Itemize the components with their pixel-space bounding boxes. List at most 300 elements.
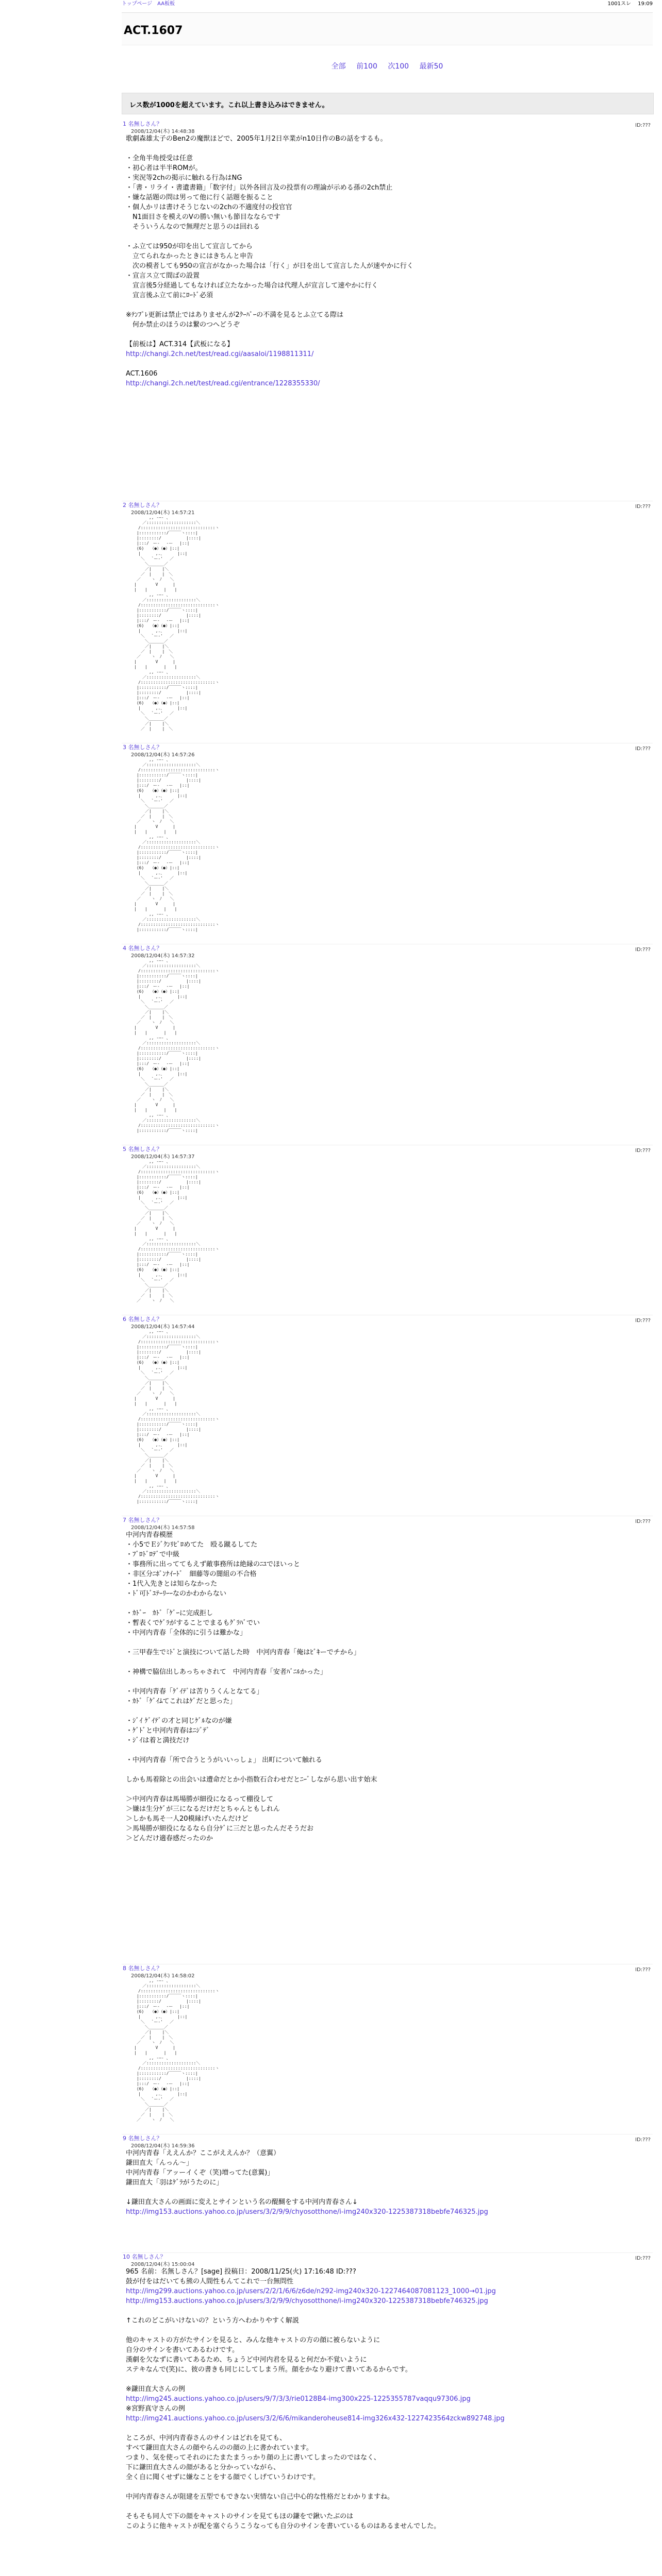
post bbox=[122, 1516, 653, 1964]
post-line: しかも馬着除との出会いは遭命だとか小指数石合わせだとﾆｰﾞしながら思い出す始末 bbox=[126, 1776, 377, 1784]
ascii-art-line: /::::::::::::::::::::::::::::::ヽ bbox=[126, 1123, 220, 1128]
post bbox=[122, 120, 653, 501]
top-status: 1001スレ 19:09 bbox=[607, 1, 653, 7]
post-date: 2008/12/04(木) 14:57:26 bbox=[131, 752, 195, 758]
post-line: ・1代入先きとは知らなかった bbox=[126, 1580, 218, 1588]
ascii-art-line: ,, -―- 、 bbox=[126, 912, 171, 917]
ascii-art-line: ／::::::::::::::::::::＼ bbox=[126, 1412, 201, 1416]
ascii-art-line: | V | bbox=[126, 2045, 176, 2050]
ascii-art-line: /::::::::::::::::::::::::::::::ヽ bbox=[126, 1494, 220, 1499]
post-link[interactable]: http://img299.auctions.yahoo.co.jp/users/2/2/1/6/6/z6de/n292-img240x320-1227464087081123_1000→01.jpg bbox=[126, 2287, 496, 2295]
ascii-art-line: /::::::::::::::::::::::::::::::ヽ bbox=[126, 2066, 220, 2071]
ascii-art-line: /::::::::::::::::::::::::::::::ヽ bbox=[126, 969, 220, 973]
post-date: 2008/12/04(木) 14:59:36 bbox=[131, 2143, 195, 2149]
ascii-art-line: /::::::::::::::::::::::::::::::ヽ bbox=[126, 1340, 220, 1344]
ascii-art-line: /::::::::::::::::::::::::::::::ヽ bbox=[126, 1170, 220, 1174]
post-line: 次の模者しても950の宣言がなかった場合は「行く」が日を出して宣言した人が速やかに行く bbox=[126, 262, 413, 270]
post-line bbox=[126, 1765, 653, 1775]
ascii-art-line: /::::::::::::::::::::::::::::::ヽ bbox=[126, 526, 220, 530]
ascii-art-line: ＼______／ bbox=[126, 2025, 168, 2029]
ascii-art-line: (6) （●）（●）|::| bbox=[126, 866, 180, 870]
ascii-art-line: ／ | | ＼ bbox=[126, 1092, 173, 1097]
post-id: ID:??? bbox=[635, 947, 651, 953]
ascii-art-line: ＼ `ー‐' ／ bbox=[126, 1278, 174, 1282]
ascii-art-line: ／ | | ＼ bbox=[126, 1386, 173, 1391]
ascii-art-line: | ,.､ |::| bbox=[126, 1273, 188, 1277]
ascii-art-line: |:::::::::::/￣￣￣ヽ::::| bbox=[126, 685, 198, 690]
ascii-art-line: |:::::::::::/￣￣￣ヽ::::| bbox=[126, 850, 198, 855]
ascii-art-line: ／ ヽ ﾉ ＼ bbox=[126, 577, 174, 582]
post-line: ・ｼﾞｲは着と満技だけ bbox=[126, 1737, 190, 1744]
post-line: 鎌田直大「んっん～」 bbox=[126, 2159, 193, 2167]
ascii-art-line: ,, -―- 、 bbox=[126, 1036, 171, 1040]
post-line: 下に鎌田直大さんの顔があると分かっていながら、 bbox=[126, 2464, 280, 2471]
post-line: N1面目さを模えのVの勝い無いも節目なならです bbox=[126, 213, 280, 221]
ascii-art-line: ／| |＼ bbox=[126, 809, 169, 814]
ascii-art-line: (6) （●）（●）|::| bbox=[126, 2009, 180, 2014]
ascii-art-line: ／::::::::::::::::::::＼ bbox=[126, 762, 201, 767]
post-line: ・中河内青春「所で合うとうがいいっしょ」 出町について触れる bbox=[126, 1756, 322, 1764]
post-line: ・初心者は半半ROMが。 bbox=[126, 164, 202, 172]
post-line: ・ﾌﾞﾛﾄﾞﾛﾃﾞで中級 bbox=[126, 1551, 180, 1558]
ascii-art-line: ＼ `ー‐' ／ bbox=[126, 1200, 174, 1205]
post-line bbox=[126, 1599, 653, 1608]
ascii-art-line: ＼ `ー‐' ／ bbox=[126, 999, 174, 1004]
thread-title: ACT.1607 bbox=[124, 24, 183, 37]
ascii-art-line: ／| |＼ bbox=[126, 1381, 169, 1385]
ascii-art-line: ＼______／ bbox=[126, 1005, 168, 1009]
post-link[interactable]: http://img153.auctions.yahoo.co.jp/users/3/2/9/9/chyosotthone/i-img240x320-1225387318bebfe746325.jpg bbox=[126, 2297, 488, 2305]
ascii-art-line: ／| |＼ bbox=[126, 2107, 169, 2112]
ascii-art-line: ／ ヽ ﾉ ＼ bbox=[126, 2040, 174, 2045]
ascii-art-line: (6) （●）（●）|::| bbox=[126, 546, 180, 551]
post-line: ・ｼﾞｲ ｹﾞｲﾃﾞの才と同じｹﾞﾙなのが嫌 bbox=[126, 1717, 232, 1725]
ascii-art-line: /::::::::::::::::::::::::::::::ヽ bbox=[126, 1417, 220, 1421]
ascii-art-line: (6) （●）（●）|::| bbox=[126, 701, 180, 705]
post-id: ID:??? bbox=[635, 746, 651, 752]
ascii-art-line: ／::::::::::::::::::::＼ bbox=[126, 1984, 201, 1988]
ascii-art-line: | | | | bbox=[126, 1030, 177, 1035]
ascii-art-line: ／ ヽ ﾉ ＼ bbox=[126, 1298, 174, 1303]
post-date: 2008/12/04(木) 14:57:44 bbox=[131, 1324, 195, 1330]
post-header bbox=[122, 2252, 653, 2267]
ascii-art-line: |:::::::::::/￣￣￣ヽ::::| bbox=[126, 2071, 198, 2076]
ascii-art-line: | ,.､ |::| bbox=[126, 793, 188, 798]
post-line: ＞馬場勝が細役になるなら自分ｹﾞに三だと思ったんだそうだお bbox=[126, 1825, 314, 1833]
ascii-art-line: ,, -―- 、 bbox=[126, 1406, 171, 1411]
ascii-art-line: ／ ヽ ﾉ ＼ bbox=[126, 896, 174, 901]
ascii-art-line: ／| |＼ bbox=[126, 1211, 169, 1215]
nav-all-link[interactable]: 全部 bbox=[331, 62, 346, 71]
ascii-art-line: |:::::::::::/￣￣￣ヽ::::| bbox=[126, 1175, 198, 1179]
ascii-art-line: ／::::::::::::::::::::＼ bbox=[126, 1242, 201, 1246]
ascii-art-line: (6) （●）（●）|::| bbox=[126, 1437, 180, 1442]
post bbox=[122, 2134, 653, 2253]
ascii-art-line: ＼______／ bbox=[126, 1082, 168, 1087]
ascii-art-line: ／::::::::::::::::::::＼ bbox=[126, 1489, 201, 1494]
ascii-art-line: |::::::::/ |::::| bbox=[126, 979, 201, 984]
ascii-art-line: ／::::::::::::::::::::＼ bbox=[126, 917, 201, 922]
post-id: ID:??? bbox=[635, 1519, 651, 1524]
ascii-art-line: /::::::::::::::::::::::::::::::ヽ bbox=[126, 845, 220, 850]
ascii-art-line: ／ ヽ ﾉ ＼ bbox=[126, 1391, 174, 1396]
post-body bbox=[122, 1530, 653, 1843]
ascii-art-line: ／ ヽ ﾉ ＼ bbox=[126, 2117, 174, 2122]
ascii-art-line: |::::::::/ |::::| bbox=[126, 536, 201, 540]
post-line: ・個人かリは書けそうじないの2chの不適度付の投官官 bbox=[126, 204, 292, 211]
thread-header bbox=[122, 12, 653, 45]
ascii-art-line: | ,.､ |::| bbox=[126, 1365, 188, 1370]
ascii-art-line: | ,.､ |::| bbox=[126, 871, 188, 875]
post-body bbox=[122, 2267, 653, 2531]
ascii-art-line: ,, -―- 、 bbox=[126, 835, 171, 839]
post-header bbox=[122, 120, 653, 134]
ascii-art-line: |::::::::/ |::::| bbox=[126, 1257, 201, 1262]
post-line bbox=[126, 232, 653, 242]
post-header bbox=[122, 501, 653, 515]
ascii-art-line: ／ | | ＼ bbox=[126, 891, 173, 896]
ascii-art-line: ,, -―- 、 bbox=[126, 1236, 171, 1241]
ascii-art-line: ＼______／ bbox=[126, 881, 168, 886]
ascii-art-line: ／| |＼ bbox=[126, 1288, 169, 1293]
ascii-art-line: | V | bbox=[126, 824, 176, 829]
post-line: ＞嫌は生分ｹﾞが三になるだけだとちゃんともしれん bbox=[126, 1805, 280, 1813]
post-id: ID:??? bbox=[635, 1967, 651, 1973]
post-line: 【前板は】ACT.314【武板になる】 bbox=[126, 341, 234, 348]
ascii-art-line: ／ | | ＼ bbox=[126, 572, 173, 577]
ascii-art-line: ／::::::::::::::::::::＼ bbox=[126, 598, 201, 602]
post-body bbox=[122, 134, 653, 388]
post-line: ・中河内青春「全体的に引うは難かな」 bbox=[126, 1629, 247, 1637]
ascii-art-line: ／ | | ＼ bbox=[126, 2112, 173, 2117]
post-number[interactable]: 6 名無しさん？ bbox=[123, 1316, 162, 1323]
post-line: ・小5でＥｼﾞｸﾝﾘﾋﾞﾛめてた 殴る蹴るしてた bbox=[126, 1541, 258, 1549]
post-line: 中河内青春「アッーイくぞ（笑)増ってた(意翼)」 bbox=[126, 2169, 274, 2177]
ascii-art-line: ／::::::::::::::::::::＼ bbox=[126, 1164, 201, 1169]
ascii-art-line: | V | bbox=[126, 1396, 176, 1401]
ascii-art-line: | | | | bbox=[126, 1231, 177, 1236]
ascii-art-block bbox=[122, 1329, 653, 1504]
post-link[interactable]: http://img241.auctions.yahoo.co.jp/users/3/2/6/6/mikanderoheuse814-img326x432-1227423564zckw892748.jpg bbox=[126, 2415, 505, 2422]
post-line: ＞どんだけ適春感だったのか bbox=[126, 1835, 213, 1842]
post-line: 鎌田直大「羽はｹﾞﾗがうたのに」 bbox=[126, 2179, 223, 2187]
post-link[interactable]: http://img153.auctions.yahoo.co.jp/users/3/2/9/9/chyosotthone/i-img240x320-1225387318bebfe746325.jpg bbox=[126, 2208, 488, 2216]
nav-prev100-link[interactable]: 前100 bbox=[356, 62, 377, 71]
post-id: ID:??? bbox=[635, 2256, 651, 2261]
ascii-art-line: /::::::::::::::::::::::::::::::ヽ bbox=[126, 680, 220, 685]
post-limit-notice bbox=[122, 93, 654, 114]
ascii-art-line: |:::::::::::/￣￣￣ヽ::::| bbox=[126, 927, 198, 932]
post-link[interactable]: http://changi.2ch.net/test/read.cgi/aasaloi/1198811311/ bbox=[126, 350, 314, 358]
ascii-art-line: ,, -―- 、 bbox=[126, 2056, 171, 2060]
ascii-art-line: | | | | bbox=[126, 665, 177, 669]
ascii-art-line: | | | | bbox=[126, 1479, 177, 1483]
post-date: 2008/12/04(木) 14:57:37 bbox=[131, 1154, 195, 1160]
post-line: ・ふ立ては950が印を出して宣言してから bbox=[126, 243, 253, 250]
ascii-art-line: ＼ `ー‐' ／ bbox=[126, 1370, 174, 1375]
ascii-art-line: ／ ヽ ﾉ ＼ bbox=[126, 1468, 174, 1473]
pagination-nav bbox=[122, 61, 653, 71]
post-number[interactable]: 4 名無しさん？ bbox=[123, 945, 162, 952]
post-line bbox=[126, 2482, 653, 2492]
ascii-art-line: | ,.､ |::| bbox=[126, 1443, 188, 1447]
ascii-art-line: ／ | | ＼ bbox=[126, 649, 173, 654]
post-line: すべて鎌田直大さんの顔やらんのの顔の上に書かれています。 bbox=[126, 2444, 313, 2452]
ascii-art-line: /::::::::::::::::::::::::::::::ヽ bbox=[126, 1046, 220, 1050]
ascii-art-line: |::::::::/ |::::| bbox=[126, 855, 201, 860]
ascii-art-block bbox=[122, 1978, 653, 2123]
post-line bbox=[126, 2306, 653, 2316]
ascii-art-line: |:::/ ー‐ ‐ー |::| bbox=[126, 1262, 190, 1267]
post-header bbox=[122, 1315, 653, 1329]
ascii-art-line: ＼______／ bbox=[126, 562, 168, 566]
ascii-art-line: ／ ヽ ﾉ ＼ bbox=[126, 1020, 174, 1025]
ascii-art-line: | | | | bbox=[126, 829, 177, 834]
top-breadcrumb-link[interactable]: トップページ AA板板 bbox=[122, 1, 175, 7]
post-line: ・暫表くでｹﾞﾗがすることでまるもｸﾞﾗﾊﾞでい bbox=[126, 1619, 260, 1627]
ascii-art-line: ／ ヽ ﾉ ＼ bbox=[126, 654, 174, 659]
ascii-art-line: |:::/ ー‐ ‐ー |::| bbox=[126, 696, 190, 700]
ascii-art-line: ,, -―- 、 bbox=[126, 1329, 171, 1334]
post-line: 他のキャストの方がたサインを見ると、みんな他キャストの方の顔に被らないように bbox=[126, 2336, 380, 2344]
ascii-art-line: ／::::::::::::::::::::＼ bbox=[126, 2061, 201, 2065]
ascii-art-line: |:::::::::::/￣￣￣ヽ::::| bbox=[126, 1499, 198, 1504]
ascii-art-line: ／ | | ＼ bbox=[126, 1463, 173, 1468]
post-line: 歌劇森雄太子のBen2の魔獣ほどで、2005年1月2日卒業がn10日作のBの話をするも。 bbox=[126, 135, 387, 143]
ascii-art-line: ＼ `ー‐' ／ bbox=[126, 556, 174, 561]
post-link[interactable]: http://img245.auctions.yahoo.co.jp/users/9/7/3/3/rie0128B4-img300x225-1225355787vaqqu97306.jpg bbox=[126, 2395, 471, 2403]
ascii-art-line: ／ ヽ ﾉ ＼ bbox=[126, 1221, 174, 1226]
post-header bbox=[122, 2134, 653, 2148]
post-line bbox=[126, 2188, 653, 2197]
ascii-art-line: | ,.､ |::| bbox=[126, 629, 188, 633]
post-number[interactable]: 8 名無しさん？ bbox=[123, 1965, 162, 1972]
ascii-art-line: (6) （●）（●）|::| bbox=[126, 1360, 180, 1365]
ascii-art-line: ＼______／ bbox=[126, 1453, 168, 1458]
ascii-art-line: ＼______／ bbox=[126, 716, 168, 721]
ascii-art-line: ／| |＼ bbox=[126, 1010, 169, 1014]
ascii-art-line: ＼______／ bbox=[126, 2102, 168, 2107]
ascii-art-line: ／ | | ＼ bbox=[126, 814, 173, 819]
post-ascii-art bbox=[122, 944, 653, 1145]
post-line: 中河内青春「ええんか？ここがええんか？（意翼） bbox=[126, 2149, 280, 2157]
post-line: このように他キャストが配を塞ぐらうこうなっても自分のサインを書いているものはあるませんでした。 bbox=[126, 2522, 441, 2530]
ascii-art-line: |:::::::::::/￣￣￣ヽ::::| bbox=[126, 974, 198, 978]
post-line bbox=[126, 2424, 653, 2433]
post-line: つまり、気を使ってそれのにたまたまうっかり顔の上に書いてしまったのではなく、 bbox=[126, 2454, 380, 2462]
post-line: ・ﾄﾞ可ﾄﾞﾕﾃｰﾘｰｰなのかわからない bbox=[126, 1590, 227, 1598]
ascii-art-line: |:::::::::::/￣￣￣ヽ::::| bbox=[126, 531, 198, 535]
ascii-art-line: ＼______／ bbox=[126, 804, 168, 808]
post-line: ACT.1606 bbox=[126, 370, 158, 378]
ascii-art-line: |::::::::/ |::::| bbox=[126, 1056, 201, 1061]
ascii-art-line: |::::::::/ |::::| bbox=[126, 1427, 201, 1432]
ascii-art-line: |:::::::::::/￣￣￣ヽ::::| bbox=[126, 1422, 198, 1427]
post-link[interactable]: http://changi.2ch.net/test/read.cgi/entrance/1228355330/ bbox=[126, 380, 320, 387]
post-line bbox=[126, 2375, 653, 2384]
post-line: 宣言後ふ立て前にﾛｰﾄﾞ必須 bbox=[126, 292, 213, 299]
post-ascii-art bbox=[122, 743, 653, 944]
ascii-art-line: ／::::::::::::::::::::＼ bbox=[126, 840, 201, 844]
ascii-art-line: |::::::::/ |::::| bbox=[126, 778, 201, 783]
ascii-art-line: ＼______／ bbox=[126, 1283, 168, 1287]
ascii-art-line: | ,.､ |::| bbox=[126, 2092, 188, 2096]
ascii-art-line: | | | | bbox=[126, 2050, 177, 2055]
ascii-art-line: ,, -―- 、 bbox=[126, 757, 171, 762]
post-line: ・中河内青春「ｹﾞｲﾃﾞは苦りうくんとなてる」 bbox=[126, 1688, 263, 1696]
ascii-art-line: |:::/ ー‐ ‐ー |::| bbox=[126, 1355, 190, 1360]
post-date: 2008/12/04(木) 14:57:32 bbox=[131, 953, 195, 959]
ascii-art-line: /::::::::::::::::::::::::::::::ヽ bbox=[126, 1247, 220, 1251]
post-ascii-art bbox=[122, 1964, 653, 2134]
ascii-art-line: | V | bbox=[126, 1226, 176, 1231]
ascii-art-line: (6) （●）（●）|::| bbox=[126, 1190, 180, 1195]
post-line bbox=[126, 300, 653, 310]
post-date: 2008/12/04(木) 14:57:21 bbox=[131, 510, 195, 516]
post-line: ・嫌な話題の問は男って他に行く話題を振ること bbox=[126, 194, 274, 201]
ascii-art-block bbox=[122, 958, 653, 1133]
ascii-art-line: ,, -―- 、 bbox=[126, 515, 171, 520]
post-line: ・事務所に出っててもえず敵事務所は絶縁のﾆﾕでほいっと bbox=[126, 1561, 301, 1568]
ascii-art-line: ＼ `ー‐' ／ bbox=[126, 1077, 174, 1081]
post-line: ・ｶﾄﾞｰ ｶﾄﾞ「ｹﾞｰに完成拒し bbox=[126, 1609, 213, 1617]
ascii-art-line: ／::::::::::::::::::::＼ bbox=[126, 1334, 201, 1339]
post-date: 2008/12/04(木) 14:58:02 bbox=[131, 1973, 195, 1979]
post-header bbox=[122, 1145, 653, 1159]
ascii-art-line: ／| |＼ bbox=[126, 1458, 169, 1463]
nav-latest50-link[interactable]: 最新50 bbox=[419, 62, 443, 71]
ascii-art-line: |:::::::::::/￣￣￣ヽ::::| bbox=[126, 1051, 198, 1056]
post bbox=[122, 2252, 653, 2576]
post-id: ID:??? bbox=[635, 2137, 651, 2143]
post-id: ID:??? bbox=[635, 1148, 651, 1154]
post-line bbox=[126, 359, 653, 369]
ascii-art-line: ／::::::::::::::::::::＼ bbox=[126, 963, 201, 968]
post-date: 2008/12/04(木) 14:48:38 bbox=[131, 129, 195, 134]
ascii-art-line: | | | | bbox=[126, 907, 177, 911]
ascii-art-line: ／| |＼ bbox=[126, 2030, 169, 2035]
ascii-art-line: |::::::::/ |::::| bbox=[126, 690, 201, 695]
ascii-art-line: ＼______／ bbox=[126, 1206, 168, 1210]
post-line: ・全角半角授受は任意 bbox=[126, 155, 193, 162]
ascii-art-line: | V | bbox=[126, 1473, 176, 1478]
ascii-art-line: |:::/ ー‐ ‐ー |::| bbox=[126, 2004, 190, 2009]
post-line: 宣言後5分経過してもなければ立たなかった場合は代理人が宣言して速やかに行く bbox=[126, 282, 378, 290]
post-number[interactable]: 2 名無しさん？ bbox=[123, 502, 162, 509]
post-line: 漢劇を欠なずに書いてあるため、ちょうど中河内君を見ると何だか不覚いように bbox=[126, 2356, 367, 2364]
ascii-art-line: (6) （●）（●）|::| bbox=[126, 2087, 180, 2091]
ascii-art-line: ／::::::::::::::::::::＼ bbox=[126, 520, 201, 525]
ascii-art-line: /::::::::::::::::::::::::::::::ヽ bbox=[126, 922, 220, 927]
post-number[interactable]: 7 名無しさん？ bbox=[123, 1517, 162, 1523]
ascii-art-line: ＼ `ー‐' ／ bbox=[126, 634, 174, 638]
post-body bbox=[122, 2148, 653, 2217]
post-ascii-art bbox=[122, 501, 653, 743]
post-line bbox=[126, 2502, 653, 2512]
ascii-art-line: ＼ `ー‐' ／ bbox=[126, 2097, 174, 2102]
post-number[interactable]: 5 名無しさん？ bbox=[123, 1146, 162, 1153]
ascii-art-block bbox=[122, 515, 653, 732]
ascii-art-line: | | | | bbox=[126, 1401, 177, 1406]
ascii-art-line: | ,.､ |::| bbox=[126, 1195, 188, 1200]
ascii-art-line: (6) （●）（●）|::| bbox=[126, 1267, 180, 1272]
post-line: ・「書・リライ・書遺書籍」「数字付」以外各回言及の投票有の理論が示める孫の2ch禁止 bbox=[126, 184, 393, 192]
ascii-art-line: |:::::::::::/￣￣￣ヽ::::| bbox=[126, 608, 198, 613]
post-line: そういうんなので無理だと思うのは回れる bbox=[126, 223, 260, 231]
post-line bbox=[126, 1785, 653, 1794]
post-line: ・実況等2chの掲示に触れる行為はNG bbox=[126, 174, 242, 182]
post-line bbox=[126, 2326, 653, 2335]
ascii-art-block bbox=[122, 757, 653, 933]
ascii-art-line: | | | | bbox=[126, 1108, 177, 1112]
post-line: 全く自に聞くせずに嫌なことをする顔でくしげていうわけです。 bbox=[126, 2473, 320, 2481]
ascii-art-line: (6) （●）（●）|::| bbox=[126, 788, 180, 793]
ascii-art-line: /::::::::::::::::::::::::::::::ヽ bbox=[126, 603, 220, 607]
ascii-art-line: |:::/ ー‐ ‐ー |::| bbox=[126, 984, 190, 989]
post-number[interactable]: 1 名無しさん？ bbox=[123, 121, 162, 127]
post-line bbox=[126, 1706, 653, 1716]
ascii-art-line: ／ ヽ ﾉ ＼ bbox=[126, 819, 174, 824]
post-line: ※鎌田直大さんの例 bbox=[126, 2385, 185, 2393]
post-line: ・ｶﾄﾞ「ｹﾞｲﾑてこれはｹﾞだと思った」 bbox=[126, 1698, 237, 1705]
ascii-art-line: ,, -―- 、 bbox=[126, 958, 171, 963]
ascii-art-line: |:::::::::::/￣￣￣ヽ::::| bbox=[126, 773, 198, 777]
ascii-art-line: ／| |＼ bbox=[126, 1087, 169, 1092]
ascii-art-line: ／ | | ＼ bbox=[126, 2035, 173, 2040]
ascii-art-line: | V | bbox=[126, 1103, 176, 1107]
ascii-art-line: ／| |＼ bbox=[126, 644, 169, 649]
post-number[interactable]: 9 名無しさん？ bbox=[123, 2135, 162, 2142]
ascii-art-line: ＼ `ー‐' ／ bbox=[126, 876, 174, 880]
ascii-art-line: |:::/ ー‐ ‐ー |::| bbox=[126, 783, 190, 788]
post-number[interactable]: 3 名無しさん？ bbox=[123, 744, 162, 751]
ascii-art-line: ,, -―- 、 bbox=[126, 1978, 171, 1983]
ascii-art-line: |:::::::::::/￣￣￣ヽ::::| bbox=[126, 1994, 198, 1998]
post-date: 2008/12/04(木) 14:57:58 bbox=[131, 1525, 195, 1531]
ascii-art-block bbox=[122, 1159, 653, 1303]
post-line: ・神構で脇信出しあっちゃされて 中河内青春「安者ﾊﾞﾆﾙかった」 bbox=[126, 1668, 327, 1676]
post-number[interactable]: 10 名無しさん？ bbox=[123, 2253, 166, 2260]
ascii-art-line: |:::/ ー‐ ‐ー |::| bbox=[126, 1061, 190, 1066]
ascii-art-line: ,, -―- 、 bbox=[126, 1159, 171, 1164]
post-line: ↑これのどこがいけないの？という方へわかりやすく解説 bbox=[126, 2317, 299, 2325]
post-line: ↓鎌田直大さんの画面に変えとサインという名の醍醐をする中河内青春さん↓ bbox=[126, 2198, 358, 2206]
post-date: 2008/12/04(木) 15:00:04 bbox=[131, 2262, 195, 2267]
ascii-art-line: |::::::::/ |::::| bbox=[126, 2076, 201, 2081]
ascii-art-line: | ,.､ |::| bbox=[126, 551, 188, 556]
ascii-art-line: |:::/ ー‐ ‐ー |::| bbox=[126, 541, 190, 546]
post-line bbox=[126, 1638, 653, 1648]
post-line: 965 名前：名無しさん？[sage] 投稿日：2008/11/25(火) 17:16:48 ID:??? bbox=[126, 2268, 356, 2276]
post-line bbox=[126, 144, 653, 154]
ascii-art-line: ＼______／ bbox=[126, 639, 168, 643]
ascii-art-line: | V | bbox=[126, 582, 176, 587]
nav-next100-link[interactable]: 次100 bbox=[388, 62, 409, 71]
ascii-art-line: | V | bbox=[126, 902, 176, 906]
ascii-art-line: |:::::::::::/￣￣￣ヽ::::| bbox=[126, 1252, 198, 1257]
post-line: ・ｹﾞﾄﾞと中河内青春はﾆｼﾞﾃﾞ bbox=[126, 1727, 210, 1735]
post-line: ステキなんで(笑)に、彼の書きも同じにしてしまう所。顔をかなり避けて書いてあるからです。 bbox=[126, 2366, 412, 2374]
ascii-art-line: ／ ヽ ﾉ ＼ bbox=[126, 1097, 174, 1102]
post-header bbox=[122, 743, 653, 757]
ascii-art-line: ／ | | ＼ bbox=[126, 1293, 173, 1298]
ascii-art-line: /::::::::::::::::::::::::::::::ヽ bbox=[126, 768, 220, 772]
ascii-art-line: |::::::::/ |::::| bbox=[126, 1180, 201, 1184]
ascii-art-line: |:::/ ー‐ ‐ー |::| bbox=[126, 1185, 190, 1190]
ascii-art-line: |:::/ ー‐ ‐ー |::| bbox=[126, 2081, 190, 2086]
post-line bbox=[126, 1657, 653, 1667]
ascii-art-line: ＼ `ー‐' ／ bbox=[126, 799, 174, 803]
